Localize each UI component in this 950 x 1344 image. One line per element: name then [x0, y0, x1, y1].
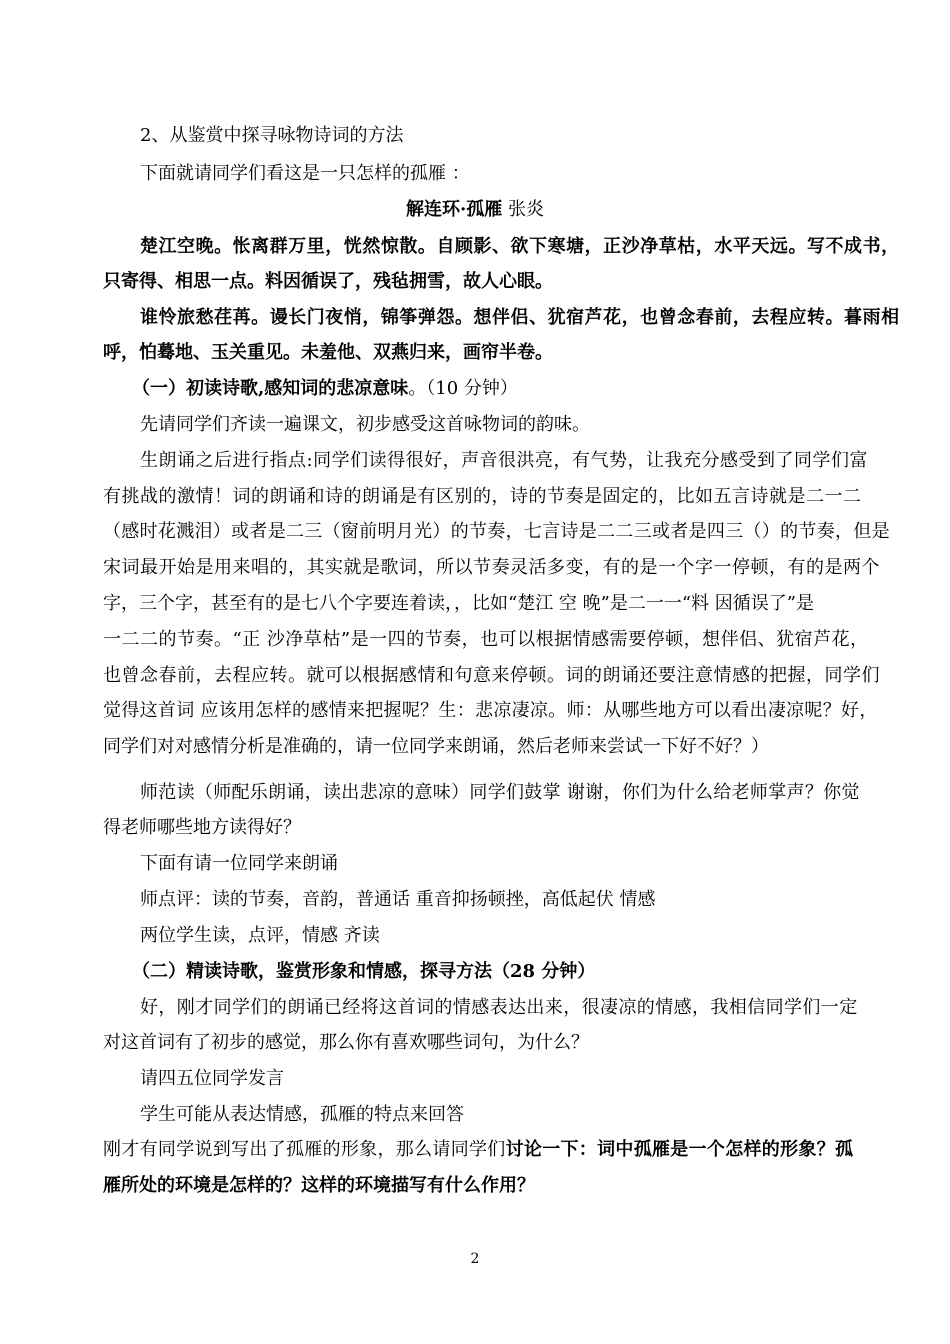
poem-title-line [0, 198, 950, 222]
step1-heading: （一）初读诗歌,感知词的悲凉意味 [132, 378, 409, 399]
poem-line: 只寄得、相思一点。料因循误了，残毡拥雪，故人心眼。 [103, 271, 553, 292]
poem-line: 呼，怕蓦地、玉关重见。未羞他、双燕归来，画帘半卷。 [103, 342, 553, 363]
body-line: 有挑战的激情！词的朗诵和诗的朗诵是有区别的，诗的节奏是固定的，比如五言诗就是二一二 [103, 486, 862, 507]
body-line: 请四五位同学发言 [140, 1068, 284, 1089]
body-line: 字，三个字，甚至有的是七八个字要连着读，，比如“楚江 空 晚”是二一一“料 因循误了”是 [103, 593, 814, 614]
body-line: 得老师哪些地方读得好？ [103, 817, 301, 838]
body-line: 一二二的节奏。“正 沙净草枯”是一四的节奏，也可以根据情感需要停顿，想伴侣、犹宿芦花， [103, 629, 869, 650]
body-line: 觉得这首词 应该用怎样的感情来把握呢？生：悲凉凄凉。师：从哪些地方可以看出凄凉呢？好， [103, 700, 878, 721]
body-line: 对这首词有了初步的感觉，那么你有喜欢哪些词句，为什么？ [103, 1032, 589, 1053]
step1-time: 。（10 分钟） [408, 378, 518, 399]
body-line: 师范读（师配乐朗诵，读出悲凉的意味）同学们鼓掌 谢谢，你们为什么给老师掌声？你觉 [140, 782, 860, 803]
poem-line: 楚江空晚。怅离群万里，恍然惊散。自顾影、欲下寒塘，正沙净草枯，水平天远。写不成书， [140, 236, 900, 257]
intro-line: 下面就请同学们看这是一只怎样的孤雁 ： [140, 163, 470, 184]
body-line: 先请同学们齐读一遍课文，初步感受这首咏物词的韵味。 [140, 414, 590, 435]
body-line: 师点评：读的节奏，音韵，普通话 重音抑扬顿挫，高低起伏 情感 [140, 889, 656, 910]
poem-line: 谁怜旅愁荏苒。谩长门夜悄，锦筝弹怨。想伴侣、犹宿芦花，也曾念春前，去程应转。暮雨相 [140, 307, 900, 328]
body-line: 学生可能从表达情感，孤雁的特点来回答 [140, 1104, 464, 1125]
step2-heading: （二）精读诗歌，鉴赏形象和情感，探寻方法（28 分钟） [132, 961, 596, 982]
discussion-question: 讨论一下：词中孤雁是一个怎样的形象？孤 [505, 1139, 854, 1160]
poem-author: 张炎 [508, 199, 544, 220]
page-number: 2 [470, 1251, 480, 1267]
step1-line [132, 377, 518, 401]
discussion-lead: 刚才有同学说到写出了孤雁的形象，那么请同学们 [103, 1139, 506, 1160]
body-line: 好，刚才同学们的朗诵已经将这首词的情感表达出来，很凄凉的情感，我相信同学们一定 [140, 997, 858, 1018]
body-line: 宋词最开始是用来唱的，其实就是歌词，所以节奏灵活多变，有的是一个字一停顿，有的是两个 [103, 557, 880, 578]
section-heading: 2、从鉴赏中探寻咏物诗词的方法 [140, 125, 404, 146]
poem-title: 解连环·孤雁 [405, 199, 503, 220]
body-line: 同学们对对感情分析是准确的，请一位同学来朗诵，然后老师来尝试一下好不好？） [103, 736, 769, 757]
body-line: 两位学生读，点评，情感 齐读 [140, 925, 380, 946]
body-line: 下面有请一位同学来朗诵 [140, 853, 338, 874]
body-line: （感时花溅泪）或者是二三（窗前明月光）的节奏，七言诗是二二三或者是四三（）的节奏，但是 [103, 521, 890, 542]
body-line: 生朗诵之后进行指点:同学们读得很好，声音很洪亮，有气势，让我充分感受到了同学们富 [140, 450, 869, 471]
body-line: 也曾念春前，去程应转。就可以根据感情和句意来停顿。词的朗诵还要注意情感的把握，同学们 [103, 665, 880, 686]
discussion-question-cont: 雁所处的环境是怎样的？这样的环境描写有什么作用？ [103, 1175, 535, 1196]
discussion-line [103, 1138, 853, 1162]
